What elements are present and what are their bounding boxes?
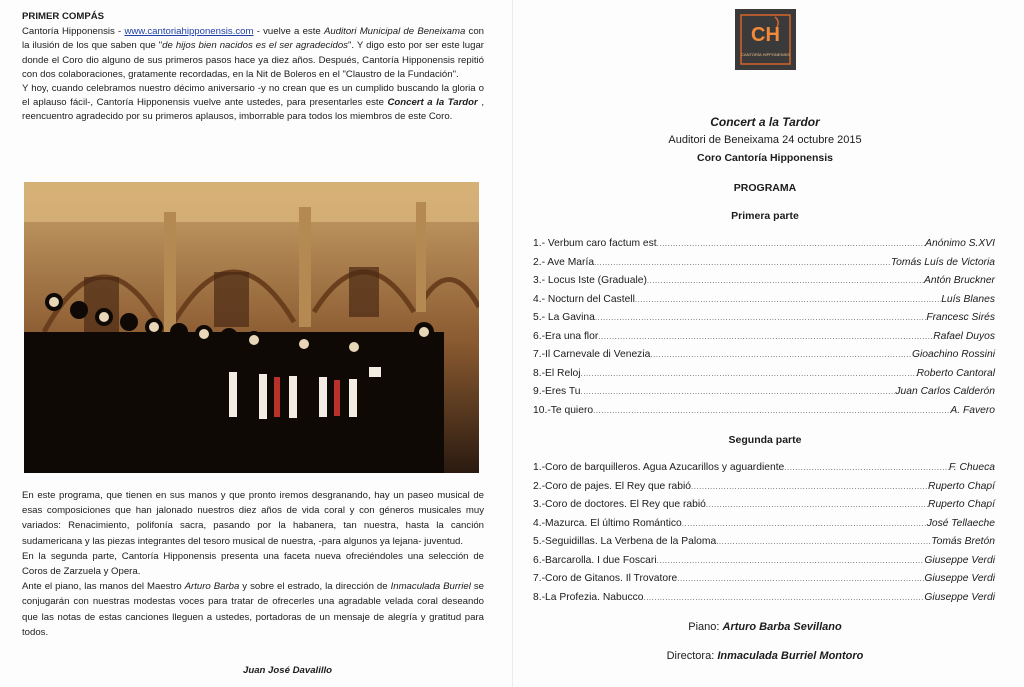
choir-logo xyxy=(735,9,796,70)
composer: Rafael Duyos xyxy=(933,330,995,342)
leader-dots xyxy=(593,406,950,415)
p1-text-b: - vuelve a este xyxy=(253,26,324,38)
venue-date: Auditori de Beneixama 24 octubre 2015 xyxy=(668,134,862,146)
notes-paragraph-3 xyxy=(22,579,484,640)
p2-text-b: , reencuentro agradecido por su primeros aplausos, imborrable para todos los miembros de este Coro. xyxy=(22,97,484,123)
composer: Tomás Bretón xyxy=(931,536,995,547)
piece-title: 3.- Locus Iste (Graduale) xyxy=(533,275,647,286)
programa-heading: PROGRAMA xyxy=(733,182,797,194)
list-item xyxy=(533,257,995,276)
composer: Ruperto Chapí xyxy=(928,499,995,510)
intro-paragraph-1 xyxy=(22,25,484,82)
p5-director: Inmaculada Burriel xyxy=(390,581,471,593)
piece-title: 9.-Eres Tu xyxy=(533,386,581,397)
intro-heading: PRIMER COMPÁS xyxy=(22,11,105,22)
composer: Ruperto Chapí xyxy=(928,480,995,492)
leader-dots xyxy=(581,369,917,378)
choir-photo-illustration xyxy=(24,182,479,473)
piece-title: 5.- La Gavina xyxy=(533,312,595,323)
list-item xyxy=(533,368,995,387)
p1-text-c: con la ilusión de los que saben que " xyxy=(22,26,484,52)
composer: Francesc Sirés xyxy=(926,312,995,323)
director-label: Directora: xyxy=(666,650,718,662)
leader-dots xyxy=(784,463,949,472)
piece-title: 1.- Verbum caro factum est xyxy=(533,238,657,249)
p5-text-a: Ante el piano, las manos del Maestro xyxy=(22,581,185,593)
piece-title: 2.- Ave María xyxy=(533,256,595,268)
piece-title: 6.-Barcarolla. I due Foscari xyxy=(533,554,657,566)
list-item xyxy=(533,294,995,313)
page-fold xyxy=(512,0,513,687)
leader-dots xyxy=(595,313,927,322)
piano-credit xyxy=(600,621,930,633)
list-item xyxy=(533,238,995,257)
leader-dots xyxy=(598,332,933,341)
composer: Gioachino Rossini xyxy=(912,349,995,360)
piece-title: 6.-Era una flor xyxy=(533,330,599,342)
composer: A. Favero xyxy=(950,404,995,416)
composer: Luís Blanes xyxy=(941,293,995,305)
signature: Juan José Davalillo xyxy=(243,665,333,676)
leader-dots xyxy=(643,593,924,602)
part2-list xyxy=(533,462,995,610)
choir-photo xyxy=(24,182,479,473)
pianist-name: Arturo Barba Sevillano xyxy=(722,621,842,633)
list-item xyxy=(533,386,995,405)
composer: Giuseppe Verdi xyxy=(924,573,995,584)
list-item xyxy=(533,536,995,555)
leader-dots xyxy=(691,482,928,491)
composer: Juan Carlos Calderón xyxy=(895,386,995,397)
leader-dots xyxy=(657,556,925,565)
leader-dots xyxy=(706,500,928,509)
leader-dots xyxy=(657,239,926,248)
leader-dots xyxy=(635,295,941,304)
choir-name: Coro Cantoría Hipponensis xyxy=(697,152,833,164)
composer: Roberto Cantoral xyxy=(916,367,995,379)
piece-title: 10.-Te quiero xyxy=(533,404,594,416)
p2-concert-title: Concert a la Tardor xyxy=(387,97,478,109)
part1-list xyxy=(533,238,995,423)
piece-title: 8.-La Profezia. Nabucco xyxy=(533,591,644,603)
part1-heading: Primera parte xyxy=(731,210,799,222)
leader-dots xyxy=(647,276,924,285)
composer: Anónimo S.XVI xyxy=(925,238,995,249)
p1-venue: Auditori Municipal de Beneixama xyxy=(323,26,466,38)
leader-dots xyxy=(594,258,891,267)
concert-title: Concert a la Tardor xyxy=(710,115,820,129)
leader-dots xyxy=(677,574,924,583)
part2-heading: Segunda parte xyxy=(728,434,802,446)
piece-title: 1.-Coro de barquilleros. Agua Azucarillos y aguardiente xyxy=(533,462,785,473)
list-item xyxy=(533,331,995,350)
p1-text-a: Cantoría Hipponensis - xyxy=(22,26,125,38)
list-item xyxy=(533,349,995,368)
composer: Antón Bruckner xyxy=(924,275,995,286)
p5-pianist: Arturo Barba xyxy=(184,581,240,593)
piece-title: 4.-Mazurca. El último Romántico xyxy=(533,517,682,529)
list-item xyxy=(533,275,995,294)
leader-dots xyxy=(682,519,927,528)
list-item xyxy=(533,405,995,424)
composer: José Tellaeche xyxy=(926,517,995,529)
composer: Giuseppe Verdi xyxy=(924,554,995,566)
list-item xyxy=(533,518,995,537)
website-link[interactable]: www.cantoriahipponensis.com xyxy=(124,26,254,38)
program-notes xyxy=(22,488,484,640)
p1-quote: de hijos bien nacidos es el ser agradecidos xyxy=(162,40,348,52)
director-name: Inmaculada Burriel Montoro xyxy=(717,650,864,662)
logo-initials: CH xyxy=(751,24,780,46)
leader-dots xyxy=(581,387,896,396)
p5-text-c: se conjugarán con nuestras modestas voces para tratar de ofrecerles una agradable velada coral deseando que las notas de estas canciones lleguen a ustedes, portadoras de un mensaje de alegría y gratitud para todos. xyxy=(22,581,484,638)
piano-label: Piano: xyxy=(688,621,723,633)
p2-text-a: Y hoy, cuando celebramos nuestro décimo aniversario -y no crean que es un cumplido buscando la gloria o el aplauso fácil-, Cantoría Hipponensis vuelve ante ustedes, para presentarles este xyxy=(22,83,484,109)
intro-text xyxy=(22,10,484,125)
director-credit xyxy=(600,650,930,662)
composer: F. Chueca xyxy=(948,462,995,473)
logo-caption: CANTORÍA HIPPONENSIS xyxy=(741,52,790,57)
p5-text-b: y sobre el estrado, la dirección de xyxy=(239,581,391,593)
list-item xyxy=(533,499,995,518)
list-item xyxy=(533,573,995,592)
piece-title: 2.-Coro de pajes. El Rey que rabió xyxy=(533,480,691,492)
notes-paragraph-1: En este programa, que tienen en sus manos y que pronto iremos desgranando, hay un paseo musical de esas composiciones que han jalonado nuestros diez años de vida coral y con géneros musicales muy variados: Renacimiento, polifonía sacra, pasando por la habanera, tan nuestra, hasta la canción sudamericana y las piezas integrantes del tesoro musical de nuestra, -para algunos ya lejana- juventud. xyxy=(22,490,484,547)
piece-title: 7.-Il Carnevale di Venezia xyxy=(533,349,651,360)
piece-title: 7.-Coro de Gitanos. Il Trovatore xyxy=(533,573,678,584)
p1-text-d: ". Y digo esto por ser este lugar donde el Coro dio alguno de sus primeros pasos hace ya diez años. Después, Cantoría Hipponensis repitió con dos colaboraciones, gratamente recordadas, en la Nit de Boleros en el "Claustro de la Fundación". xyxy=(22,40,484,80)
piece-title: 8.-El Reloj xyxy=(533,367,581,379)
leader-dots xyxy=(716,537,931,546)
list-item xyxy=(533,555,995,574)
piece-title: 4.- Nocturn del Castell xyxy=(533,293,635,305)
list-item xyxy=(533,462,995,481)
list-item xyxy=(533,481,995,500)
list-item xyxy=(533,592,995,611)
intro-paragraph-2 xyxy=(22,82,484,125)
composer: Tomás Luís de Victoria xyxy=(890,256,995,268)
notes-paragraph-2: En la segunda parte, Cantoría Hipponensis presenta una faceta nueva ofreciéndoles una selección de Coros de Zarzuela y Opera. xyxy=(22,550,484,578)
piece-title: 5.-Seguidillas. La Verbena de la Paloma xyxy=(533,536,717,547)
composer: Giuseppe Verdi xyxy=(924,591,995,603)
leader-dots xyxy=(650,350,912,359)
list-item xyxy=(533,312,995,331)
piece-title: 3.-Coro de doctores. El Rey que rabió xyxy=(533,499,706,510)
